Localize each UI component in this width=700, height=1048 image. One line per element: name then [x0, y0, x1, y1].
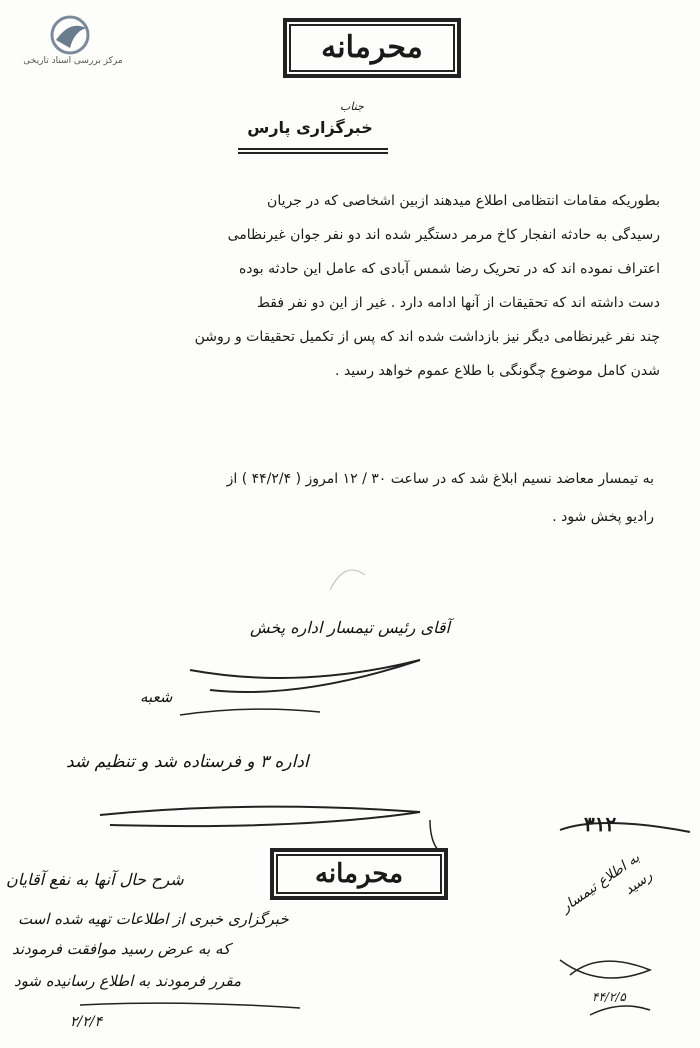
- recipient: خبرگزاری پارس: [247, 118, 373, 137]
- body-line: شدن کامل موضوع چگونگی با طلاع عموم خواهد رسید .: [335, 363, 660, 379]
- handwritten-line-1: آقای رئیس تیمسار اداره پخش: [250, 618, 450, 637]
- handwritten-note-4: مقرر فرمودند به اطلاع رسانیده شود: [14, 972, 241, 990]
- handwritten-note-3: که به عرض رسید موافقت فرمودند: [12, 940, 231, 958]
- confidential-stamp-bottom: محرمانه: [270, 848, 448, 900]
- handwritten-line-2: شعبه: [140, 688, 173, 706]
- body-line: دست داشته اند که تحقیقات از آنها ادامه دارد . غیر از این دو نفر فقط: [257, 295, 660, 311]
- handwritten-note-1: شرح حال آنها به نفع آقایان: [6, 870, 184, 889]
- side-note: به اطلاع تیمسار رسید: [558, 849, 656, 916]
- confidential-stamp-top: محرمانه: [283, 18, 461, 78]
- handwritten-note-5: ۲/۲/۴: [70, 1014, 102, 1030]
- date-note: ۴۴/۲/۵: [592, 990, 626, 1004]
- handwritten-line-3: اداره ۳ و فرستاده شد و تنظیم شد: [66, 752, 309, 772]
- body-line: چند نفر غیرنظامی دیگر نیز بازداشت شده اند که پس از تکمیل تحقیقات و روشن: [194, 329, 660, 345]
- closing-line: به تیمسار معاضد نسیم ابلاغ شد که در ساعت ۳۰ / ۱۲ امروز ( ۴۴/۲/۴ ) از: [226, 471, 654, 487]
- body-line: رسیدگی به حادثه انفجار کاخ مرمر دستگیر شده اند دو نفر جوان غیرنظامی: [227, 227, 660, 243]
- logo-caption: مرکز بررسی اسناد تاریخی: [23, 56, 123, 66]
- body-line: بطوریکه مقامات انتظامی اطلاع میدهند ازبین اشخاصی که در جریان: [267, 193, 660, 209]
- side-number: ۳۱۲: [584, 812, 617, 836]
- closing-line: رادیو پخش شود .: [552, 509, 654, 525]
- handwritten-note-2: خبرگزاری خبری از اطلاعات تهیه شده است: [18, 910, 289, 928]
- body-line: اعتراف نموده اند که در تحریک رضا شمس آبادی که عامل این حادثه بوده: [238, 261, 660, 277]
- recipient-note: جناب: [340, 100, 364, 113]
